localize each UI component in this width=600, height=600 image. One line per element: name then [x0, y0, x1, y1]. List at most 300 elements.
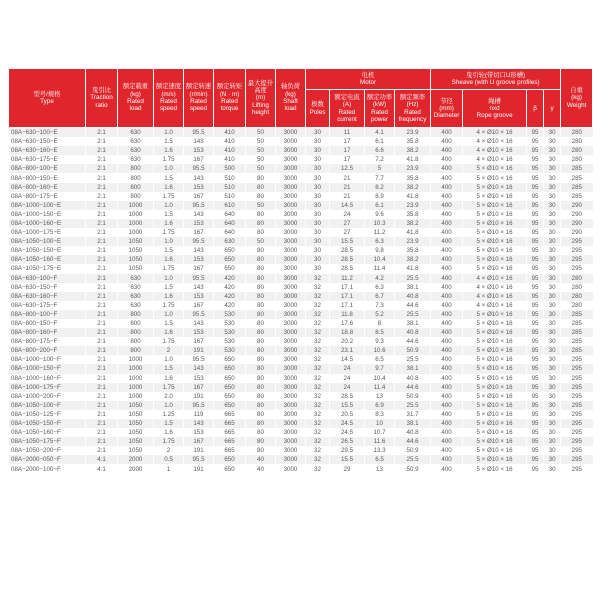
cell-diameter: 400 [431, 301, 463, 310]
header-shaft-load [276, 69, 306, 128]
cell-shaft-load: 3000 [276, 310, 306, 319]
cell-gamma: 30 [544, 437, 561, 446]
cell-rated-load: 800 [118, 346, 154, 355]
cell-weight: 280 [561, 137, 593, 146]
cell-weight: 285 [561, 310, 593, 319]
cell-rated-power: 8.5 [365, 328, 395, 337]
cell-type: 08A−2000−100−F [9, 464, 86, 473]
cell-rated-power: 8.2 [365, 183, 395, 192]
cell-rated-frequency: 31.7 [395, 410, 431, 419]
cell-rated-rotation-speed: 95.5 [184, 355, 214, 364]
cell-lifting-height: 80 [246, 428, 276, 437]
cell-gamma: 30 [544, 228, 561, 237]
cell-rated-current: 24.5 [330, 428, 365, 437]
cell-poles: 30 [306, 164, 330, 173]
cell-traction-ratio: 2:1 [86, 428, 118, 437]
cell-diameter: 400 [431, 464, 463, 473]
cell-weight: 295 [561, 364, 593, 373]
cell-rated-rotation-speed: 143 [184, 137, 214, 146]
cell-rated-frequency: 38.2 [395, 255, 431, 264]
cell-rated-load: 1050 [118, 246, 154, 255]
cell-rated-torque: 650 [214, 355, 246, 364]
cell-rated-current: 27 [330, 228, 365, 237]
cell-rope-groove: 5 × Ø10 × 16 [463, 446, 527, 455]
cell-type: 08A−630−160−E [9, 146, 86, 155]
cell-shaft-load: 3000 [276, 419, 306, 428]
cell-rated-current: 11 [330, 128, 365, 138]
cell-lifting-height: 80 [246, 437, 276, 446]
cell-shaft-load: 3000 [276, 292, 306, 301]
cell-rated-rotation-speed: 153 [184, 292, 214, 301]
cell-weight: 285 [561, 192, 593, 201]
table-body [9, 128, 593, 474]
cell-gamma: 30 [544, 283, 561, 292]
cell-rated-power: 9.8 [365, 246, 395, 255]
cell-rated-rotation-speed: 167 [184, 301, 214, 310]
cell-rated-speed: 1.5 [154, 419, 184, 428]
cell-beta: 95 [527, 374, 544, 383]
cell-weight: 280 [561, 146, 593, 155]
table-row [9, 301, 593, 310]
cell-rope-groove: 5 × Ø10 × 16 [463, 383, 527, 392]
cell-beta: 95 [527, 292, 544, 301]
cell-traction-ratio: 2:1 [86, 437, 118, 446]
cell-beta: 95 [527, 192, 544, 201]
cell-rated-rotation-speed: 143 [184, 319, 214, 328]
cell-rated-frequency: 23.9 [395, 237, 431, 246]
cell-type: 08A−1000−200−F [9, 392, 86, 401]
cell-rope-groove: 5 × Ø10 × 16 [463, 219, 527, 228]
header-line: Rated [190, 98, 207, 105]
cell-rated-torque: 650 [214, 374, 246, 383]
cell-shaft-load: 3000 [276, 410, 306, 419]
cell-traction-ratio: 2:1 [86, 383, 118, 392]
cell-diameter: 400 [431, 155, 463, 164]
cell-rated-current: 12.5 [330, 164, 365, 173]
cell-rope-groove: 5 × Ø10 × 16 [463, 374, 527, 383]
cell-rated-speed: 1.5 [154, 137, 184, 146]
cell-beta: 95 [527, 183, 544, 192]
cell-type: 08A−1050−200−F [9, 446, 86, 455]
cell-rated-load: 1000 [118, 210, 154, 219]
cell-rated-power: 10 [365, 419, 395, 428]
cell-rated-frequency: 23.9 [395, 128, 431, 138]
cell-shaft-load: 3000 [276, 192, 306, 201]
cell-gamma: 30 [544, 319, 561, 328]
cell-diameter: 400 [431, 410, 463, 419]
cell-diameter: 400 [431, 346, 463, 355]
cell-gamma: 30 [544, 464, 561, 473]
cell-shaft-load: 3000 [276, 355, 306, 364]
cell-beta: 95 [527, 264, 544, 273]
table-row [9, 355, 593, 364]
cell-rated-load: 1000 [118, 374, 154, 383]
header-line: speed [189, 105, 208, 113]
cell-gamma: 30 [544, 192, 561, 201]
table-row [9, 437, 593, 446]
cell-rated-load: 800 [118, 328, 154, 337]
cell-rated-rotation-speed: 167 [184, 155, 214, 164]
cell-gamma: 30 [544, 355, 561, 364]
cell-diameter: 400 [431, 210, 463, 219]
cell-rated-torque: 410 [214, 146, 246, 155]
cell-rated-torque: 650 [214, 464, 246, 473]
cell-traction-ratio: 4:1 [86, 464, 118, 473]
table-row [9, 255, 593, 264]
cell-type: 08A−630−175−E [9, 155, 86, 164]
cell-poles: 30 [306, 237, 330, 246]
cell-weight: 295 [561, 446, 593, 455]
cell-diameter: 400 [431, 137, 463, 146]
cell-rated-torque: 650 [214, 264, 246, 273]
header-line: (N · m) [219, 90, 240, 98]
header-line: 额定载重 [122, 83, 149, 91]
cell-rated-load: 1050 [118, 428, 154, 437]
cell-rated-speed: 1 [154, 464, 184, 473]
cell-rated-frequency: 40.8 [395, 374, 431, 383]
cell-rated-frequency: 35.8 [395, 137, 431, 146]
cell-gamma: 30 [544, 446, 561, 455]
header-motor-group [306, 69, 431, 90]
cell-rated-load: 630 [118, 146, 154, 155]
cell-rope-groove: 4 × Ø10 × 16 [463, 283, 527, 292]
table-row [9, 173, 593, 182]
cell-gamma: 30 [544, 255, 561, 264]
cell-gamma: 30 [544, 210, 561, 219]
cell-beta: 95 [527, 337, 544, 346]
cell-rated-load: 630 [118, 137, 154, 146]
cell-diameter: 400 [431, 310, 463, 319]
cell-beta: 95 [527, 155, 544, 164]
cell-rated-power: 4.2 [365, 274, 395, 283]
cell-lifting-height: 80 [246, 401, 276, 410]
cell-rated-frequency: 41.8 [395, 192, 431, 201]
cell-rated-load: 800 [118, 183, 154, 192]
cell-rated-torque: 420 [214, 292, 246, 301]
cell-rated-load: 1050 [118, 237, 154, 246]
cell-rated-speed: 1.6 [154, 255, 184, 264]
cell-rated-rotation-speed: 95.5 [184, 455, 214, 464]
header-line: 自重 [570, 87, 583, 95]
cell-rated-speed: 1.6 [154, 219, 184, 228]
cell-rated-torque: 665 [214, 428, 246, 437]
header-beta [527, 90, 544, 128]
cell-rated-frequency: 38.1 [395, 364, 431, 373]
cell-weight: 295 [561, 392, 593, 401]
cell-type: 08A−1050−175−E [9, 264, 86, 273]
cell-gamma: 30 [544, 419, 561, 428]
cell-rated-current: 14.5 [330, 355, 365, 364]
cell-shaft-load: 3000 [276, 183, 306, 192]
cell-rated-torque: 640 [214, 219, 246, 228]
cell-beta: 95 [527, 428, 544, 437]
cell-gamma: 30 [544, 173, 561, 182]
cell-rope-groove: 5 × Ø10 × 16 [463, 246, 527, 255]
cell-gamma: 30 [544, 137, 561, 146]
cell-weight: 295 [561, 464, 593, 473]
header-line: (kg) [130, 90, 141, 98]
cell-rated-load: 1000 [118, 383, 154, 392]
cell-rated-load: 2000 [118, 464, 154, 473]
cell-rated-load: 800 [118, 310, 154, 319]
cell-rated-current: 14.5 [330, 201, 365, 210]
header-line: 电机 [361, 71, 375, 79]
cell-traction-ratio: 2:1 [86, 164, 118, 173]
header-line: (m) [255, 94, 266, 102]
cell-weight: 285 [561, 319, 593, 328]
cell-rated-current: 17 [330, 155, 365, 164]
header-line: torque [220, 105, 239, 113]
table-row [9, 419, 593, 428]
cell-rated-load: 800 [118, 173, 154, 182]
cell-lifting-height: 80 [246, 374, 276, 383]
cell-rated-frequency: 38.1 [395, 419, 431, 428]
cell-rated-load: 1000 [118, 364, 154, 373]
cell-rated-speed: 1.6 [154, 183, 184, 192]
cell-rated-rotation-speed: 143 [184, 210, 214, 219]
cell-rated-speed: 1.6 [154, 146, 184, 155]
cell-type: 08A−630−175−F [9, 301, 86, 310]
cell-gamma: 30 [544, 146, 561, 155]
cell-shaft-load: 3000 [276, 301, 306, 310]
cell-rated-current: 17.6 [330, 319, 365, 328]
cell-traction-ratio: 2:1 [86, 374, 118, 383]
cell-lifting-height: 50 [246, 146, 276, 155]
cell-weight: 295 [561, 383, 593, 392]
cell-lifting-height: 50 [246, 155, 276, 164]
cell-diameter: 400 [431, 283, 463, 292]
cell-poles: 30 [306, 183, 330, 192]
cell-rated-load: 1000 [118, 228, 154, 237]
cell-rated-current: 24.5 [330, 419, 365, 428]
cell-shaft-load: 3000 [276, 128, 306, 138]
cell-rated-speed: 2 [154, 446, 184, 455]
cell-poles: 32 [306, 383, 330, 392]
cell-rated-torque: 610 [214, 201, 246, 210]
cell-lifting-height: 80 [246, 246, 276, 255]
cell-shaft-load: 3000 [276, 219, 306, 228]
cell-rope-groove: 5 × Ø10 × 16 [463, 264, 527, 273]
cell-gamma: 30 [544, 264, 561, 273]
cell-traction-ratio: 2:1 [86, 237, 118, 246]
header-rated-rotation-speed [184, 69, 214, 128]
cell-shaft-load: 3000 [276, 446, 306, 455]
cell-gamma: 30 [544, 401, 561, 410]
cell-type: 08A−1000−150−F [9, 364, 86, 373]
table-row [9, 374, 593, 383]
cell-poles: 32 [306, 437, 330, 446]
cell-rated-power: 10.4 [365, 255, 395, 264]
cell-traction-ratio: 2:1 [86, 155, 118, 164]
cell-rated-speed: 1.75 [154, 192, 184, 201]
cell-rated-current: 24 [330, 374, 365, 383]
header-line: 额定转速 [185, 83, 212, 91]
cell-poles: 32 [306, 428, 330, 437]
header-line: (kg) [571, 94, 583, 102]
cell-poles: 32 [306, 364, 330, 373]
cell-type: 08A−1050−175−F [9, 437, 86, 446]
cell-rated-power: 10.4 [365, 374, 395, 383]
cell-rated-torque: 510 [214, 173, 246, 182]
cell-rated-power: 6.5 [365, 455, 395, 464]
cell-type: 08A−800−100−F [9, 310, 86, 319]
cell-lifting-height: 80 [246, 446, 276, 455]
cell-rope-groove: 5 × Ø10 × 16 [463, 201, 527, 210]
cell-poles: 30 [306, 255, 330, 264]
cell-rated-speed: 1.75 [154, 155, 184, 164]
header-gamma [544, 90, 561, 128]
cell-rated-load: 630 [118, 274, 154, 283]
cell-gamma: 30 [544, 310, 561, 319]
cell-rated-rotation-speed: 143 [184, 246, 214, 255]
cell-rated-power: 7.2 [365, 155, 395, 164]
cell-lifting-height: 80 [246, 364, 276, 373]
table-row [9, 228, 593, 237]
cell-rated-torque: 530 [214, 328, 246, 337]
cell-rated-current: 18.8 [330, 328, 365, 337]
cell-type: 08A−630−100−E [9, 128, 86, 138]
cell-rated-rotation-speed: 95.5 [184, 401, 214, 410]
cell-rated-frequency: 50.9 [395, 392, 431, 401]
cell-weight: 280 [561, 292, 593, 301]
cell-rated-frequency: 50.9 [395, 346, 431, 355]
cell-rated-speed: 2 [154, 346, 184, 355]
cell-traction-ratio: 2:1 [86, 274, 118, 283]
cell-rated-torque: 640 [214, 210, 246, 219]
cell-weight: 290 [561, 219, 593, 228]
cell-poles: 30 [306, 137, 330, 146]
cell-rated-current: 15.5 [330, 237, 365, 246]
cell-diameter: 400 [431, 437, 463, 446]
cell-rated-frequency: 38.2 [395, 183, 431, 192]
cell-weight: 285 [561, 164, 593, 173]
cell-weight: 285 [561, 346, 593, 355]
table-row [9, 328, 593, 337]
cell-rated-power: 10.6 [365, 346, 395, 355]
table-row [9, 219, 593, 228]
cell-rated-torque: 665 [214, 446, 246, 455]
cell-rated-frequency: 44.6 [395, 437, 431, 446]
header-line: Traction [90, 94, 113, 102]
cell-diameter: 400 [431, 246, 463, 255]
table-row [9, 155, 593, 164]
table-row [9, 410, 593, 419]
table-row [9, 383, 593, 392]
cell-rope-groove: 5 × Ø10 × 16 [463, 364, 527, 373]
cell-rope-groove: 4 × Ø10 × 16 [463, 301, 527, 310]
cell-rope-groove: 5 × Ø10 × 16 [463, 228, 527, 237]
cell-rated-current: 24 [330, 364, 365, 373]
header-line: Lifting [252, 101, 269, 109]
cell-rated-speed: 1.75 [154, 437, 184, 446]
cell-rated-rotation-speed: 95.5 [184, 164, 214, 173]
cell-weight: 280 [561, 128, 593, 138]
cell-rated-frequency: 35.8 [395, 210, 431, 219]
cell-diameter: 400 [431, 146, 463, 155]
cell-rated-speed: 1.25 [154, 410, 184, 419]
cell-rated-rotation-speed: 153 [184, 374, 214, 383]
cell-shaft-load: 3000 [276, 155, 306, 164]
cell-poles: 32 [306, 292, 330, 301]
cell-gamma: 30 [544, 392, 561, 401]
table-row [9, 264, 593, 273]
cell-beta: 95 [527, 310, 544, 319]
header-lifting-height [246, 69, 276, 128]
cell-type: 08A−1050−100−F [9, 401, 86, 410]
cell-rated-current: 11.2 [330, 274, 365, 283]
cell-rated-frequency: 25.5 [395, 455, 431, 464]
cell-traction-ratio: 2:1 [86, 419, 118, 428]
cell-weight: 280 [561, 301, 593, 310]
cell-rated-load: 630 [118, 155, 154, 164]
cell-rated-torque: 650 [214, 401, 246, 410]
cell-weight: 295 [561, 455, 593, 464]
cell-rated-torque: 410 [214, 137, 246, 146]
cell-rated-rotation-speed: 153 [184, 255, 214, 264]
header-poles [306, 90, 330, 128]
cell-type: 08A−800−150−F [9, 319, 86, 328]
cell-lifting-height: 50 [246, 237, 276, 246]
cell-beta: 95 [527, 301, 544, 310]
cell-poles: 32 [306, 410, 330, 419]
cell-rated-current: 26.5 [330, 437, 365, 446]
cell-rated-load: 800 [118, 192, 154, 201]
cell-beta: 95 [527, 455, 544, 464]
cell-rated-load: 630 [118, 128, 154, 138]
cell-rated-load: 800 [118, 319, 154, 328]
cell-rated-rotation-speed: 153 [184, 146, 214, 155]
cell-rated-speed: 1.5 [154, 319, 184, 328]
cell-rated-current: 17 [330, 137, 365, 146]
cell-rated-speed: 1.5 [154, 210, 184, 219]
header-line: Rated [338, 108, 356, 116]
cell-rated-torque: 500 [214, 164, 246, 173]
header-row-1 [9, 69, 593, 90]
header-line: 高度 [254, 87, 267, 95]
cell-diameter: 400 [431, 364, 463, 373]
cell-rated-load: 1000 [118, 392, 154, 401]
cell-rated-torque: 665 [214, 419, 246, 428]
cell-rated-torque: 530 [214, 319, 246, 328]
cell-gamma: 30 [544, 455, 561, 464]
cell-lifting-height: 80 [246, 310, 276, 319]
cell-rated-power: 7.3 [365, 301, 395, 310]
cell-weight: 295 [561, 374, 593, 383]
cell-poles: 32 [306, 455, 330, 464]
cell-rated-frequency: 35.8 [395, 173, 431, 182]
cell-rope-groove: 4 × Ø10 × 16 [463, 292, 527, 301]
cell-gamma: 30 [544, 183, 561, 192]
header-line: Type [40, 98, 54, 105]
cell-rated-torque: 510 [214, 192, 246, 201]
header-line: Diameter [433, 112, 460, 120]
cell-rated-torque: 650 [214, 364, 246, 373]
cell-beta: 95 [527, 419, 544, 428]
cell-rated-speed: 1.6 [154, 428, 184, 437]
cell-traction-ratio: 2:1 [86, 346, 118, 355]
cell-shaft-load: 3000 [276, 428, 306, 437]
cell-lifting-height: 40 [246, 455, 276, 464]
cell-shaft-load: 3000 [276, 455, 306, 464]
cell-diameter: 400 [431, 292, 463, 301]
cell-traction-ratio: 2:1 [86, 219, 118, 228]
cell-rated-current: 24 [330, 210, 365, 219]
cell-beta: 95 [527, 210, 544, 219]
table-row [9, 128, 593, 138]
cell-rated-current: 21 [330, 183, 365, 192]
cell-diameter: 400 [431, 401, 463, 410]
cell-rope-groove: 5 × Ø10 × 16 [463, 173, 527, 182]
